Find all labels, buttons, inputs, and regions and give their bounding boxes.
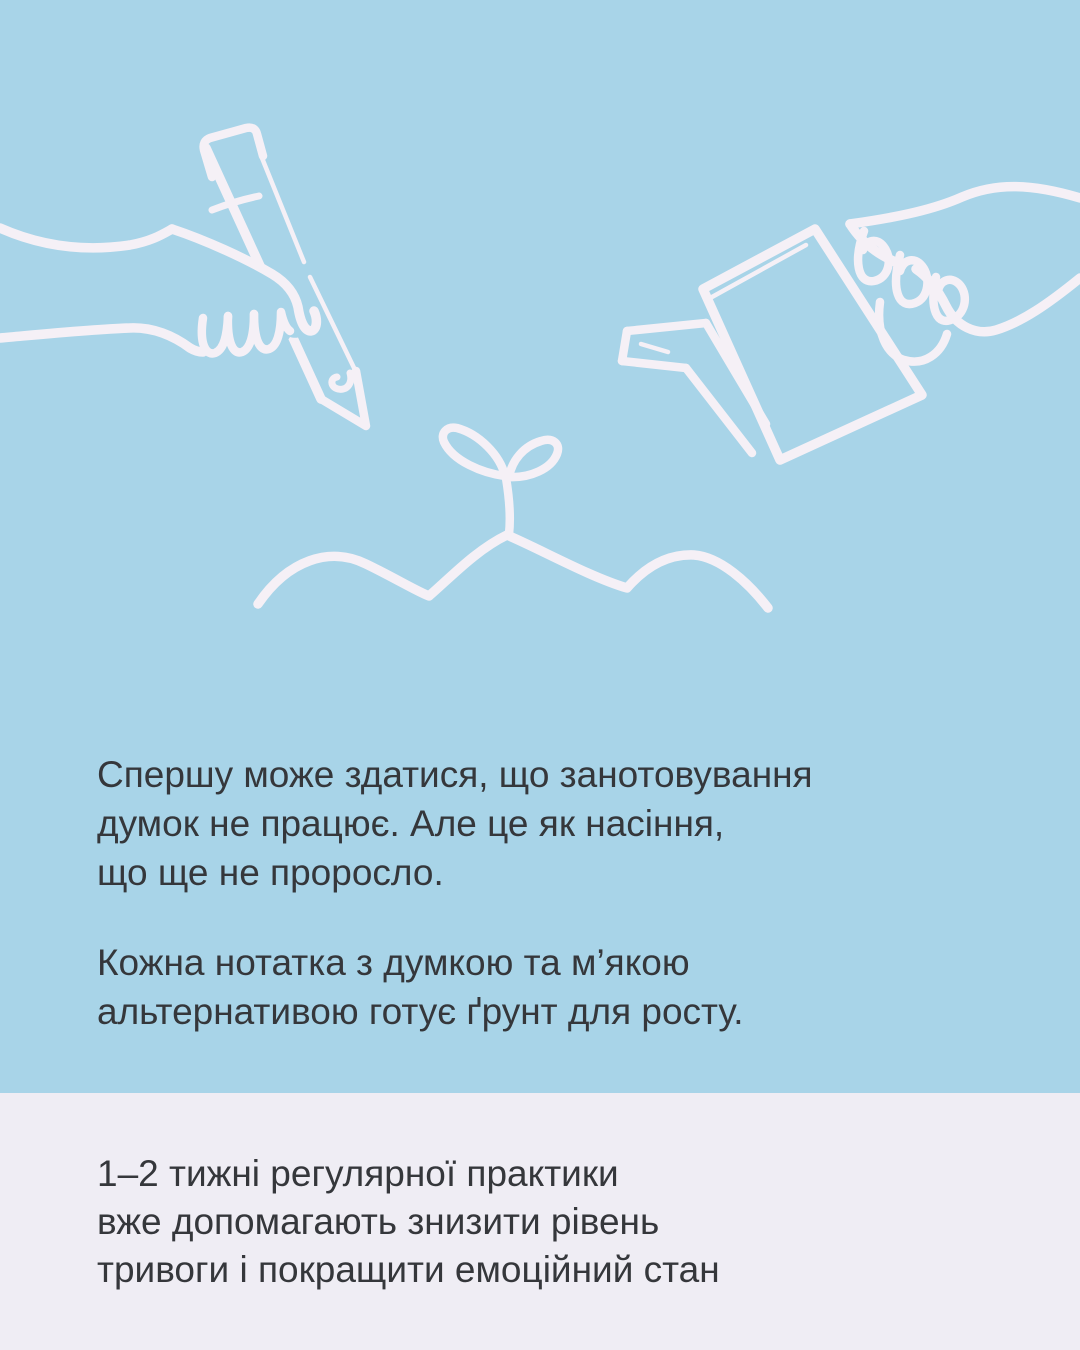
text-line: тривоги і покращити емоційний стан	[97, 1249, 720, 1290]
sprout-illustration	[443, 428, 558, 534]
body-paragraph-1	[97, 750, 813, 897]
watering-can-illustration	[622, 187, 1080, 460]
text-line: вже допомагають знизити рівень	[97, 1201, 660, 1242]
footer-band	[0, 1093, 1080, 1350]
text-line: думок не працює. Але це як насіння,	[97, 803, 725, 844]
soil-mounds-illustration	[258, 535, 768, 608]
footer-paragraph	[97, 1150, 720, 1294]
text-line: що ще не проросло.	[97, 852, 444, 893]
body-paragraph-2	[97, 938, 744, 1036]
text-line: Спершу може здатися, що занотовування	[97, 754, 813, 795]
text-line: альтернативою готує ґрунт для росту.	[97, 991, 744, 1032]
hand-with-pencil-illustration	[0, 128, 366, 426]
text-line: Кожна нотатка з думкою та м’якою	[97, 942, 690, 983]
text-line: 1–2 тижні регулярної практики	[97, 1153, 619, 1194]
